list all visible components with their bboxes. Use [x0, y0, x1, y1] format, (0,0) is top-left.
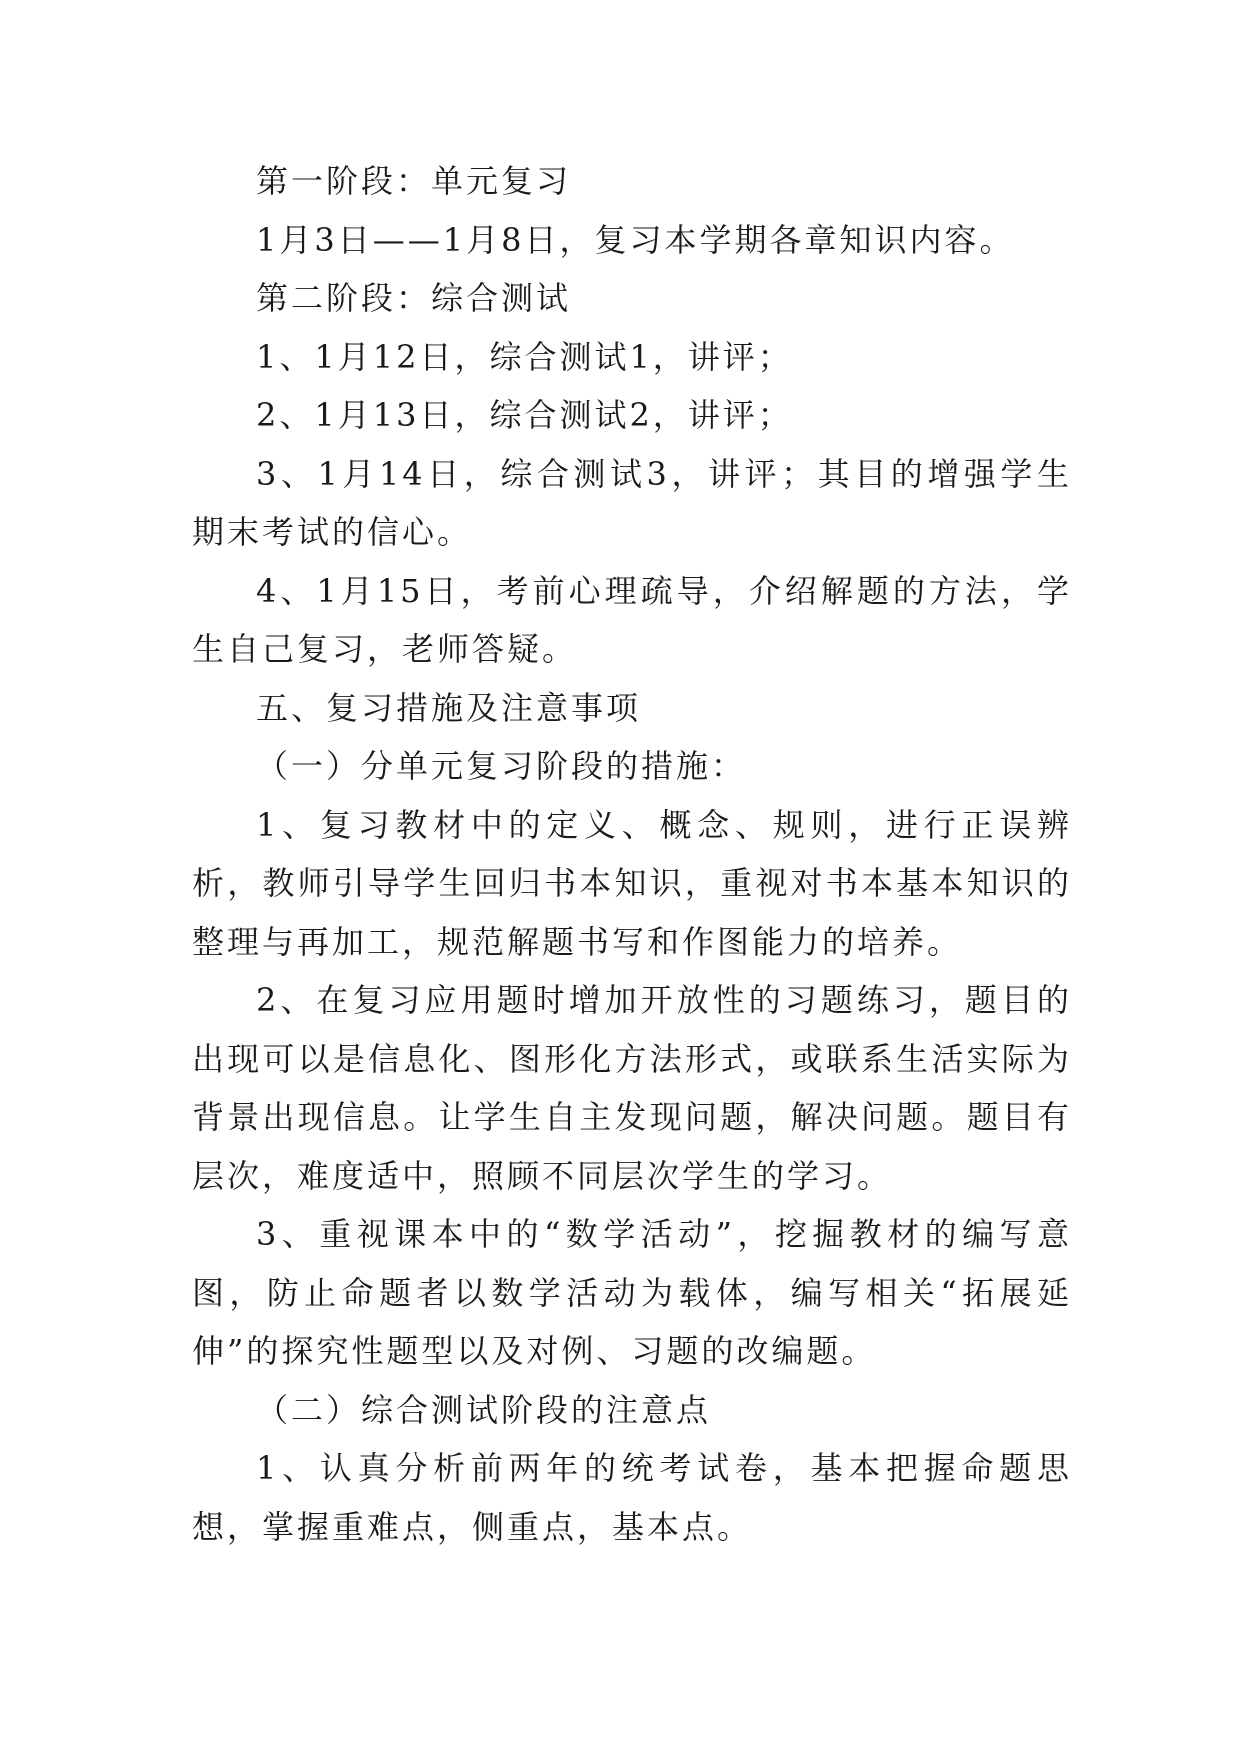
stage-two-item-3: 3、1月14日，综合测试3，讲评；其目的增强学生期末考试的信心。 [192, 454, 1072, 551]
heading-stage-one: 第一阶段：单元复习 [256, 162, 572, 200]
subheading-comprehensive-test: （二）综合测试阶段的注意点 [256, 1390, 712, 1429]
stage-one-schedule: 1月3日——1月8日，复习本学期各章知识内容。 [256, 220, 1015, 259]
stage-two-item-4: 4、1月15日，考前心理疏导，介绍解题的方法，学生自己复习，老师答疑。 [192, 571, 1072, 668]
heading-stage-two: 第二阶段：综合测试 [256, 279, 572, 317]
heading-section-five: 五、复习措施及注意事项 [256, 688, 642, 727]
unit-review-item-1: 1、复习教材中的定义、概念、规则，进行正误辨析，教师引导学生回归书本知识，重视对书本基本知识的整理与再加工，规范解题书写和作图能力的培养。 [192, 805, 1072, 961]
unit-review-item-3: 3、重视课本中的“数学活动”，挖掘教材的编写意图，防止命题者以数学活动为载体，编写相关“拓展延伸”的探究性题型以及对例、习题的改编题。 [192, 1215, 1072, 1370]
comprehensive-test-item-1: 1、认真分析前两年的统考试卷，基本把握命题思想，掌握重难点，侧重点，基本点。 [192, 1449, 1072, 1546]
unit-review-item-2: 2、在复习应用题时增加开放性的习题练习，题目的出现可以是信息化、图形化方法形式，或联系生活实际为背景出现信息。让学生自主发现问题，解决问题。题目有层次，难度适中，照顾不同层次学生的学习。 [192, 981, 1072, 1195]
subheading-unit-review: （一）分单元复习阶段的措施： [256, 747, 747, 785]
stage-two-item-1: 1、1月12日，综合测试1，讲评； [256, 337, 793, 376]
stage-two-item-2: 2、1月13日，综合测试2，讲评； [256, 396, 793, 434]
document-body [192, 152, 1072, 1556]
